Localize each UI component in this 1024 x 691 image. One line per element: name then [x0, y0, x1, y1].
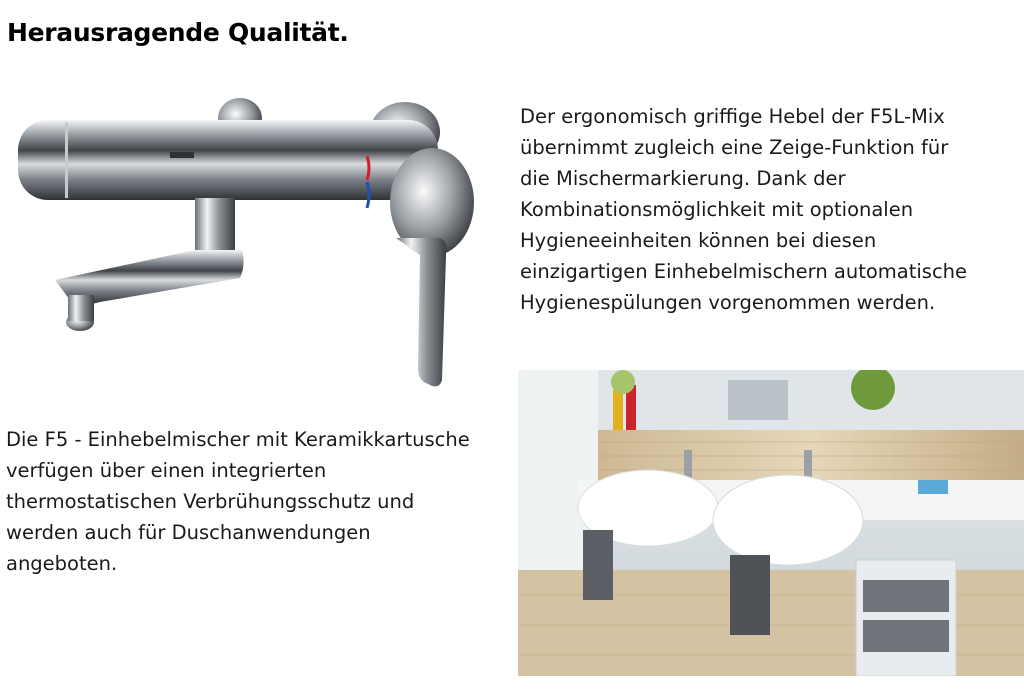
vase [613, 390, 623, 430]
basin [713, 475, 863, 565]
text-line: übernimmt zugleich eine Zeige-Funktion für [520, 136, 949, 159]
brand-mark [170, 152, 194, 158]
drawer [863, 580, 949, 612]
text-line: Hygienespülungen vorgenommen werden. [520, 291, 936, 314]
faucet-body [18, 120, 438, 200]
towel [730, 555, 770, 635]
bathroom-photo [518, 370, 1024, 676]
text-line: angeboten. [6, 552, 118, 575]
lever-handle [396, 238, 446, 386]
text-line: verfügen über einen integrierten [6, 459, 327, 482]
text-line: thermostatischen Verbrühungsschutz und [6, 490, 415, 513]
drawer-unit [856, 560, 956, 676]
text-line: Die F5 - Einhebelmischer mit Keramikkartusche [6, 428, 470, 451]
text-line: Der ergonomisch griffige Hebel der F5L-Mix [520, 105, 945, 128]
text-line: einzigartigen Einhebelmischern automatische [520, 260, 968, 283]
faucet [804, 450, 812, 480]
page-title: Herausragende Qualität. [7, 18, 349, 47]
faucet-image [10, 90, 480, 390]
text-line: werden auch für Duschanwendungen [6, 521, 371, 544]
description-lever [520, 101, 1015, 318]
description-cartridge [6, 424, 506, 579]
text-line: Hygieneeinheiten können bei diesen [520, 229, 877, 252]
text-line: Kombinationsmöglichkeit mit optionalen [520, 198, 914, 221]
mirror [598, 370, 1024, 430]
soap-dish [918, 480, 948, 494]
spout-neck [195, 198, 235, 258]
text-line: die Mischermarkierung. Dank der [520, 167, 846, 190]
drawer [863, 620, 949, 652]
towel [583, 530, 613, 600]
